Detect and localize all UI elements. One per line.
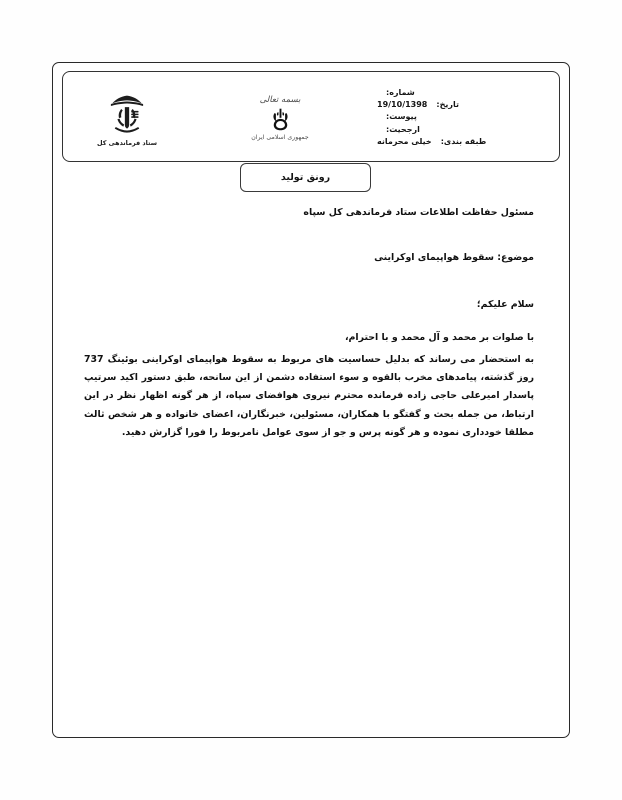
irgc-crest-caption: ستاد فرماندهی کل bbox=[97, 138, 157, 147]
meta-row-priority bbox=[377, 124, 549, 136]
subject-line: موضوع: سقوط هواپیمای اوکراینی bbox=[374, 252, 534, 264]
year-slogan-box bbox=[240, 163, 371, 192]
national-emblem-block bbox=[191, 72, 369, 161]
document-body bbox=[62, 205, 560, 442]
irgc-crest-block bbox=[63, 72, 191, 161]
meta-label-priority: ارجحیت: bbox=[386, 124, 420, 134]
irgc-crest-icon bbox=[104, 91, 150, 137]
document-header-box bbox=[62, 71, 560, 162]
meta-label-number: شماره: bbox=[386, 88, 415, 98]
meta-row-attachment bbox=[377, 111, 549, 123]
body-paragraph: به استحضار می رساند که بدلیل حساسیت های مربوط به سقوط هواپیمای اوکراینی بوئینگ 737 روز گذشته، پیامدهای مخرب بالقوه و سوء استفاده دشمن از این سانحه، طبق دستور اکید سرتیپ پاسدار امیرعلی حاجی زاده فرمانده محترم نیروی هوافضای سپاه، از هر گونه اظهار نظر در این ارتباط، من جمله بحث و گفتگو با همکاران، مسئولین، خبرنگاران، اعضای خانواده و هر شخص ثالث مطلقا خودداری نموده و هر گونه پرس و جو از سوی عوامل نامربوط را فورا گزارش دهید. bbox=[84, 353, 534, 438]
meta-label-attachment: پیوست: bbox=[386, 112, 417, 122]
salutation-line: با صلوات بر محمد و آل محمد و با احترام، bbox=[344, 332, 534, 344]
meta-label-classification: طبقه بندی: bbox=[440, 136, 487, 146]
national-emblem-caption: جمهوری اسلامی ایران bbox=[251, 133, 309, 141]
meta-label-date: تاریخ: bbox=[436, 100, 459, 110]
greeting-line: سلام علیکم؛ bbox=[476, 299, 534, 311]
basmala-text: بسمه تعالی bbox=[259, 94, 301, 105]
meta-row-classification bbox=[377, 136, 549, 148]
addressee-line: مسئول حفاظت اطلاعات ستاد فرماندهی کل سپاه bbox=[303, 207, 534, 218]
iran-national-emblem-icon bbox=[267, 106, 294, 133]
meta-row-number bbox=[377, 87, 549, 99]
meta-value-classification: خیلی محرمانه bbox=[377, 136, 432, 146]
meta-row-date bbox=[377, 99, 549, 111]
meta-value-date: 19/10/1398 bbox=[377, 100, 428, 110]
header-meta-fields bbox=[369, 72, 559, 161]
year-slogan-text: رونق تولید bbox=[280, 172, 331, 183]
